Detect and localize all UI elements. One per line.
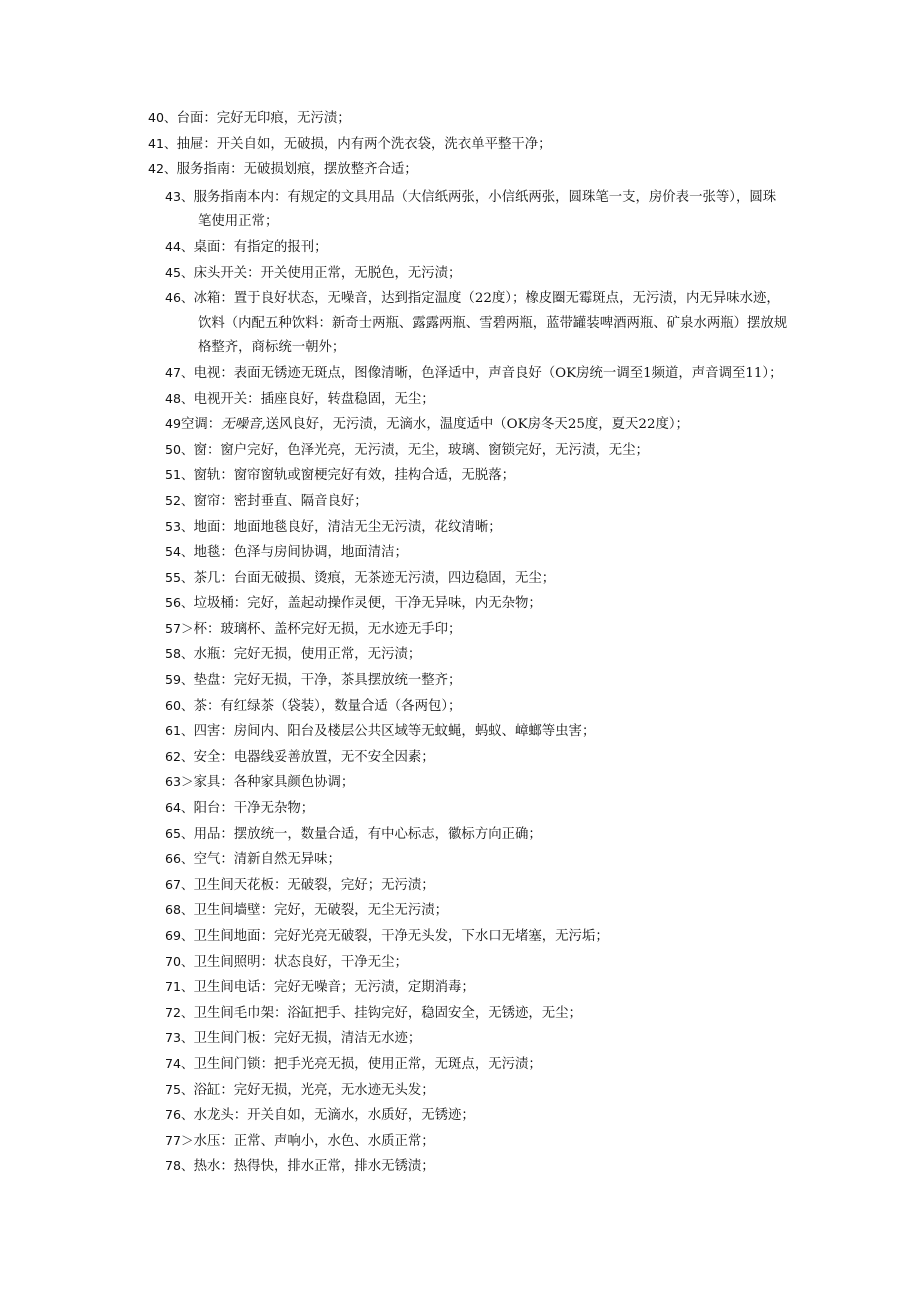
- list-item: [0, 1154, 920, 1180]
- item-number: 69、: [165, 928, 194, 943]
- item-number: 76、: [165, 1107, 194, 1123]
- item-prefix: 空调：: [181, 417, 222, 433]
- item-number: 46、: [165, 290, 194, 306]
- item-text: 服务指南：无破损划痕，摆放整齐合适；: [176, 162, 418, 178]
- item-number: 71、: [165, 979, 194, 995]
- list-item: [0, 591, 920, 617]
- item-number: 61、: [165, 723, 194, 739]
- item-text: 卫生间照明：状态良好，干净无尘；: [193, 954, 408, 970]
- item-text: 卫生间门锁：把手光亮无损，使用正常，无斑点，无污渍；: [193, 1056, 542, 1072]
- item-text: 服务指南本内：有规定的文具用品（大信纸两张，小信纸两张，圆珠笔一支，房价表一张等），圆珠笔使用正常；: [193, 189, 777, 230]
- item-number: 75、: [165, 1081, 194, 1097]
- item-number: 67、: [165, 876, 194, 892]
- list-item: [0, 617, 920, 643]
- item-text: 家具：各种家具颜色协调；: [193, 775, 355, 791]
- item-text: 四害：房间内、阳台及楼层公共区域等无蚊蝇，蚂蚁、嶂螂等虫害；: [193, 724, 596, 740]
- item-text: 卫生间电话：完好无噪音；无污渍，定期消毒；: [193, 980, 475, 996]
- item-number: 59、: [165, 672, 194, 688]
- item-text: 用品：摆放统一，数量合适，有中心标志，徽标方向正确；: [193, 826, 542, 842]
- item-number: 48、: [165, 390, 194, 406]
- list-item: [0, 106, 920, 132]
- item-text: 电视开关：插座良好，转盘稳固，无尘；: [193, 391, 435, 407]
- list-item: [0, 694, 920, 720]
- list-item: [0, 438, 920, 464]
- list-item: [0, 719, 920, 745]
- item-number: 77＞: [165, 1132, 194, 1148]
- item-number: 42、: [148, 161, 177, 177]
- list-item: [0, 898, 920, 924]
- item-text: 空气：清新自然无异味；: [193, 852, 341, 868]
- item-number: 73、: [165, 1030, 194, 1046]
- item-number: 54、: [165, 544, 194, 560]
- list-item: [0, 847, 920, 873]
- item-text: 窗轨：窗帘窗轨或窗梗完好有效，挂构合适，无脱落；: [193, 468, 515, 484]
- item-number: 72、: [165, 1004, 194, 1020]
- list-item: [0, 1001, 920, 1027]
- item-number: 53、: [165, 518, 194, 534]
- item-text: 卫生间门板：完好无损，清洁无水迹；: [193, 1031, 422, 1047]
- item-italic: 无噪音,: [221, 417, 266, 433]
- item-text: 地毯：色泽与房间协调，地面清洁；: [193, 545, 408, 561]
- list-item: [0, 157, 920, 183]
- item-text: 水龙头：开关自如，无滴水，水质好，无锈迹；: [193, 1108, 475, 1124]
- item-text: 桌面：有指定的报刊；: [193, 239, 328, 255]
- item-text: 送风良好，无污渍，无滴水，温度适中（OK房冬天25度，夏天22度）；: [265, 417, 689, 433]
- item-text: 杯：玻璃杯、盖杯完好无损，无水迹无手印；: [193, 621, 462, 637]
- item-text: 卫生间天花板：无破裂，完好；无污渍；: [193, 877, 435, 893]
- list-item: [0, 745, 920, 771]
- item-number: 49: [165, 416, 182, 432]
- list-item: [0, 770, 920, 796]
- item-number: 40、: [148, 110, 177, 125]
- list-item: [0, 642, 920, 668]
- list-item: [0, 1103, 920, 1129]
- item-text: 安全：电器线妥善放置，无不安全因素；: [193, 749, 435, 765]
- item-number: 55、: [165, 569, 194, 585]
- list-item: [0, 515, 920, 541]
- list-item: [0, 1078, 920, 1104]
- item-number: 57＞: [165, 620, 194, 636]
- list-item: [0, 668, 920, 694]
- checklist: [0, 106, 920, 1180]
- list-item: [0, 822, 920, 848]
- item-text: 茶：有红绿茶（袋装），数量合适（各两包）；: [193, 698, 462, 714]
- list-item: [0, 235, 920, 261]
- item-text: 抽屉：开关自如，无破损，内有两个洗衣袋，洗衣单平整干净；: [176, 136, 552, 152]
- list-item: [0, 1129, 920, 1155]
- item-number: 65、: [165, 825, 194, 841]
- item-text: 水压：正常、声响小，水色、水质正常；: [193, 1133, 435, 1149]
- item-text: 窗：窗户完好，色泽光亮，无污渍，无尘，玻璃、窗锁完好，无污渍，无尘；: [193, 442, 649, 458]
- list-item: [0, 540, 920, 566]
- item-text: 卫生间毛巾架：浴缸把手、挂钩完好，稳固安全，无锈迹，无尘；: [193, 1005, 582, 1021]
- item-number: 63＞: [165, 774, 194, 790]
- item-text: 热水：热得快，排水正常，排水无锈渍；: [193, 1159, 435, 1175]
- item-number: 41、: [148, 135, 177, 151]
- item-text: 阳台：干净无杂物；: [193, 801, 315, 817]
- item-number: 66、: [165, 851, 194, 867]
- item-text: 卫生间墙壁：完好，无破裂，无尘无污渍；: [193, 903, 449, 919]
- list-item: [0, 1052, 920, 1078]
- list-item: [0, 975, 920, 1001]
- item-text: 电视：表面无锈迹无斑点，图像清晰，色泽适中，声音良好（OK房统一调至1频道，声音调至11）；: [193, 365, 783, 381]
- item-number: 64、: [165, 800, 194, 816]
- list-item: [0, 286, 920, 361]
- item-number: 78、: [165, 1158, 194, 1174]
- item-text: 垃圾桶：完好，盖起动操作灵便，干净无异味，内无杂物；: [193, 596, 542, 612]
- item-text: 浴缸：完好无损，光亮，无水迹无头发；: [193, 1082, 435, 1098]
- item-text: 水瓶：完好无损，使用正常，无污渍；: [193, 647, 422, 663]
- item-number: 68、: [165, 902, 194, 918]
- list-item: [0, 463, 920, 489]
- item-number: 74、: [165, 1055, 194, 1071]
- item-number: 51、: [165, 467, 194, 483]
- list-item: [0, 924, 920, 950]
- list-item: [0, 1026, 920, 1052]
- item-text: 卫生间地面：完好光亮无破裂，干净无头发，下水口无堵塞，无污垢；: [193, 929, 609, 944]
- list-item: [0, 566, 920, 592]
- item-number: 62、: [165, 748, 194, 764]
- item-number: 60、: [165, 697, 194, 713]
- item-number: 58、: [165, 646, 194, 662]
- item-text: 地面：地面地毯良好，清洁无尘无污渍，花纹清晰；: [193, 519, 502, 535]
- item-text: 台面：完好无印痕，无污渍；: [176, 111, 351, 126]
- list-item: [0, 132, 920, 158]
- item-text: 垫盘：完好无损，干净，茶具摆放统一整齐；: [193, 673, 462, 689]
- list-item: [0, 185, 920, 235]
- item-text: 茶几：台面无破损、烫痕，无茶迹无污渍，四边稳固，无尘；: [193, 570, 556, 586]
- item-number: 47、: [165, 364, 194, 380]
- item-number: 43、: [165, 188, 194, 204]
- item-number: 50、: [165, 441, 194, 457]
- list-item: [0, 950, 920, 976]
- list-item: [0, 261, 920, 287]
- item-number: 56、: [165, 595, 194, 611]
- list-item: [0, 387, 920, 413]
- item-number: 70、: [165, 953, 194, 969]
- list-item: [0, 489, 920, 515]
- item-number: 44、: [165, 238, 194, 254]
- item-number: 52、: [165, 492, 194, 508]
- list-item: [0, 873, 920, 899]
- item-number: 45、: [165, 264, 194, 280]
- list-item: [0, 412, 920, 438]
- list-item: [0, 796, 920, 822]
- item-text: 窗帘：密封垂直、隔音良好；: [193, 493, 368, 509]
- item-text: 冰箱：置于良好状态，无噪音，达到指定温度（22度）；橡皮圈无霉斑点，无污渍，内无异味水迹，饮料（内配五种饮料：新奇士两瓶、露露两瓶、雪碧两瓶，蓝带罐装啤酒两瓶、矿泉水两瓶）摆放规格整齐，商标统一朝外；: [193, 291, 788, 356]
- item-text: 床头开关：开关使用正常，无脱色，无污渍；: [193, 265, 462, 281]
- list-item: [0, 361, 920, 387]
